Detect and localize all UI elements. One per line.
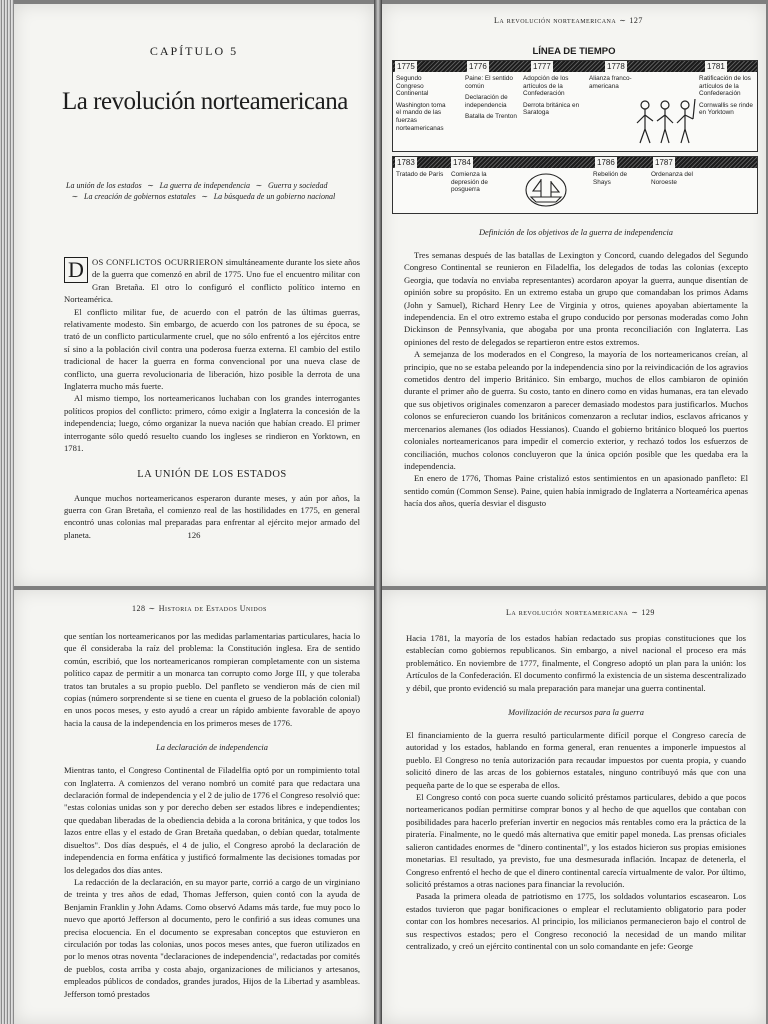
timeline-event: Ratificación de los artículos de la Confederación bbox=[699, 75, 751, 98]
timeline-events-1781 bbox=[699, 75, 755, 117]
timeline-year: 1783 bbox=[397, 158, 415, 167]
timeline-event: Cornwallis se rinde en Yorktown bbox=[699, 101, 753, 117]
timeline-event: Alianza franco-americana bbox=[589, 75, 632, 90]
wave-ornament-icon: ∼ bbox=[619, 16, 627, 25]
paragraph: Pasada la primera oleada de patriotismo en 1775, los soldados voluntarios escasearon. Los estados tuvieron que pagar bonificaciones o emplear el reclutamiento obligatorio para poder contar con los hombres necesarios. Al principio, los milicianos permanecieron bajo el control de sus respectivos estados; pero el Congreso reconoció la necesidad de un mando militar centralizado, y creó un ejército continental con un solo comandante en jefe: George bbox=[406, 891, 746, 951]
paragraph: Tres semanas después de las batallas de Lexington y Concord, cuando delegados del Segundo Congreso Continental se reunieron en Filadelfia, los delegados de todas las colonias (excepto Georgia, que todavía no enviaba representantes) acordaron apoyar la guerra, aunque disentían de opinión sobre su propósito. En un extremo estaba un grupo que comandaban los primos Adams (John y Samuel), Richard Henry Lee de Virginia y otros, quienes apoyaban abiertamente la independencia. En el otro extremo estaba el grupo conducido por personas moderadas como John Dickinson de Pennsylvania, que abogaba por una pronta reconciliación con Inglaterra. Las opiniones del resto de delegados se repartieron entre estos extremos. bbox=[404, 250, 748, 347]
page-126-body bbox=[64, 256, 360, 541]
chapter-subtopics bbox=[66, 180, 366, 202]
page-number: 128 bbox=[132, 604, 146, 613]
timeline-events-1777 bbox=[523, 75, 585, 117]
section-heading: LA UNIÓN DE LOS ESTADOS bbox=[137, 468, 287, 480]
page-129-body bbox=[406, 632, 746, 952]
wave-ornament-icon: ∼ bbox=[148, 604, 156, 613]
paragraph: que sentían los norteamericanos por las medidas parlamentarias particulares, hacia lo que él consideraba la raíz del problema: la Constitución inglesa. Era de sentido común, escribió, que los norteamericanos rompieran completamente con un sistema político capaz de permitir a un monarca tan corrupto como Jorge III, y que toleraba tratos tan brutales a su propio pueblo. Del panfleto se vendieron más de cien mil copias (número sorprendente si se tiene en cuenta el grueso de la población colonial) en unos pocos meses, y esto ayudó a crear un rápido ambiente favorable de apoyo hacia la causa de la independencia en los primeros meses de 1776. bbox=[64, 631, 360, 728]
timeline-events-1778 bbox=[589, 75, 635, 90]
timeline-events-1787 bbox=[651, 171, 701, 186]
timeline-event: Segundo Congreso Continental bbox=[396, 75, 429, 98]
subtopic: La unión de los estados bbox=[66, 181, 142, 190]
section-subheading: Definición de los objetivos de la guerra de independencia bbox=[479, 228, 673, 237]
wave-ornament-icon: ∼ bbox=[631, 608, 639, 617]
subtopic: La creación de gobiernos estatales bbox=[84, 192, 196, 201]
soldiers-illustration bbox=[633, 97, 699, 147]
timeline-title: LÍNEA DE TIEMPO bbox=[532, 46, 616, 57]
paragraph: El Congreso contó con poca suerte cuando solicitó préstamos particulares, debido a que pocos norteamericanos podían permitirse comprar bonos y al hecho de que aquellos que contaban con posibilidades para hacerlo preferían invertir en negocios más rentables como era la práctica de la piratería. Finalmente, no le quedó más alternativa que emitir papel moneda. Las prensas oficiales salieron cantidades enormes de "dinero continental", y los estados hicieron sus propias emisiones monetarias. El resultado, ya previsto, fue una desmesurada inflación. Incapaz de detenerla, el Congreso enfrentó el hecho de que el dinero continental carecía virtualmente de valor. Por último, solicitó préstamos a otras naciones para financiar la revolución. bbox=[406, 792, 746, 889]
section-subheading: Movilización de recursos para la guerra bbox=[508, 708, 644, 718]
timeline-year: 1781 bbox=[707, 62, 725, 71]
timeline-event: Ordenanza del Noroeste bbox=[651, 171, 693, 186]
wave-ornament-icon: ∼ bbox=[71, 192, 79, 201]
timeline-event: Derrota británica en Saratoga bbox=[523, 101, 580, 117]
timeline-event: Adopción de los artículos de la Confederación bbox=[523, 75, 569, 98]
intro-smallcaps: OS CONFLICTOS OCURRIERON bbox=[92, 257, 224, 267]
paragraph: El conflicto militar fue, de acuerdo con el patrón de las últimas guerras, relativamente modesto. Sin embargo, de acuerdo con los patrones de su época, se trató de un conflicto particularmente cruel, que no sólo enfrentó a los ejércitos entre sí sino a la población civil contra una poderosa fuerza externa. El cambio del estilo tradicional de hacer la guerra en forma convencional por una nueva clase de conflicto, una guerra revolucionaria de liberación, hizo posible la derrota de una Inglaterra mucho más fuerte. bbox=[64, 306, 360, 392]
page-128 bbox=[14, 590, 374, 1024]
page-number: 127 bbox=[629, 16, 643, 25]
chapter-title: La revolución norteamericana bbox=[62, 88, 348, 115]
paragraph: A semejanza de los moderados en el Congreso, la mayoría de los norteamericanos creían, al principio, que no se estaba peleando por la independencia sino por la reivindicación de los agravios cometidos dentro del imperio Británico. Sin embargo, muchos de ellos cambiaron de opinión durante el primer año de guerra. Su costo, tanto en dinero como en vidas humanas, era tan elevado que sus objetivos originales comenzaron a parecer demasiado modestos para justificarlos. Muchos colonos se enfurecieron cuando los británicos comenzaron a reclutar indios, esclavos africanos y mercenarios alemanes (los odiados Hessianos). Cuando el gobierno británico bloqueó los puertos coloniales norteamericanos para impedir el comercio exterior, y rechazó todos los esfuerzos de conciliación, muchos colonos concluyeron que la única opción posible que les quedaba era la independencia. bbox=[404, 349, 748, 471]
timeline-event: Declaración de independencia bbox=[465, 94, 508, 109]
timeline-events-1786 bbox=[593, 171, 645, 186]
timeline-year: 1775 bbox=[397, 62, 415, 71]
timeline-event: Batalla de Trenton bbox=[465, 113, 517, 121]
running-head-text: Historia de Estados Unidos bbox=[158, 604, 267, 613]
page-127 bbox=[382, 4, 766, 586]
paragraph: El financiamiento de la guerra resultó particularmente difícil porque el Congreso carecía de autoridad y los estados, hablando en forma general, eran renuentes a imponerle impuestos al pueblo. El Congreso no tenía autorización para recaudar impuestos por cuenta propia, y cuando solicitó dinero de las arcas de los gobiernos estatales, ninguno contribuyó más que con una pequeña parte de lo que se esperaba de ellos. bbox=[406, 730, 746, 790]
wave-ornament-icon: ∼ bbox=[255, 181, 263, 190]
running-head bbox=[506, 608, 655, 617]
timeline-events-1776 bbox=[465, 75, 519, 121]
intro-text: simultáneamente durante los siete años de la guerra que comenzó en abril de 1775. Uno fue el encuentro militar con Gran Bretaña. El otro lo configuró el conflicto político interno en Norteamérica. bbox=[64, 257, 360, 305]
section-subheading: La declaración de independencia bbox=[156, 743, 268, 753]
timeline-event: Tratado de París bbox=[396, 171, 444, 178]
subtopic: La guerra de independencia bbox=[159, 181, 250, 190]
timeline-year: 1776 bbox=[469, 62, 487, 71]
subtopic: Guerra y sociedad bbox=[268, 181, 328, 190]
timeline-year: 1784 bbox=[453, 158, 471, 167]
timeline-events-1784 bbox=[451, 171, 501, 194]
paragraph: Al mismo tiempo, los norteamericanos luchaban con los grandes interrogantes políticos propios del conflicto: primero, cómo exigir a Inglaterra la concesión de la independencia; luego, cómo organizar la nueva nación que habían creado. El primer interrogante sólo quedó resuelto cuando los ingleses se rindieron en Yorktown, en 1781. bbox=[64, 393, 360, 454]
running-head-text: La revolución norteamericana bbox=[506, 608, 629, 617]
timeline-events-1783 bbox=[396, 171, 444, 179]
wave-ornament-icon: ∼ bbox=[201, 192, 209, 201]
timeline-year: 1786 bbox=[597, 158, 615, 167]
timeline-event: Rebelión de Shays bbox=[593, 171, 628, 186]
page-128-body bbox=[64, 630, 360, 1000]
timeline-event: Comienza la depresión de posguerra bbox=[451, 171, 488, 194]
book-spine bbox=[374, 0, 382, 1024]
page-number: 129 bbox=[641, 608, 655, 617]
paragraph: Hacia 1781, la mayoría de los estados habían redactado sus propias constituciones que los establecían como gobiernos republicanos. Sin embargo, a nivel nacional el proceso era más problemático. En noviembre de 1777, finalmente, el Congreso adoptó un plan para la unión: los Artículos de la Confederación. El documento confirmó la existencia de un sistema descentralizado y débil, que pronto evidenció su mala preparación para manejar una guerra continental. bbox=[406, 633, 746, 693]
running-head-text: La revolución norteamericana bbox=[494, 16, 617, 25]
paragraph: Aunque muchos norteamericanos esperaron durante meses, y aún por años, la guerra con Gran Bretaña, el comienzo real de las hostilidades en 1775, en general encontró unas colonias mal preparadas para enfrentar al ejército mejor armado del planeta. bbox=[64, 492, 360, 540]
timeline-bar bbox=[393, 61, 757, 72]
book-binding-edge bbox=[0, 0, 14, 1024]
timeline-events-1775 bbox=[396, 75, 448, 132]
chapter-label: CAPÍTULO 5 bbox=[149, 44, 239, 58]
timeline-year: 1777 bbox=[533, 62, 551, 71]
running-head bbox=[132, 604, 267, 613]
timeline-row-1 bbox=[392, 60, 758, 152]
timeline-event: Paine: El sentido común bbox=[465, 75, 513, 90]
timeline-year: 1787 bbox=[655, 158, 673, 167]
intro-paragraph bbox=[64, 256, 360, 306]
page-126 bbox=[14, 4, 374, 586]
timeline-year: 1778 bbox=[607, 62, 625, 71]
wave-ornament-icon: ∼ bbox=[147, 181, 154, 190]
timeline-bar bbox=[393, 157, 757, 168]
drop-cap: D bbox=[64, 257, 88, 283]
timeline-row-2 bbox=[392, 156, 758, 214]
subtopic: La búsqueda de un gobierno nacional bbox=[213, 192, 336, 201]
paragraph: Mientras tanto, el Congreso Continental de Filadelfia optó por un rompimiento total con Inglaterra. A comienzos del verano nombró un comité para que redactara una declaración formal de independencia y el 2 de julio de 1776 el Congreso resolvió que: "estas colonias unidas son y por derecho deben ser estados libres e independientes; que quedaban liberadas de la obediencia debida a la corona británica, y que todos los lazos entre ellas y el estado de Gran Bretaña quedaban, o debían quedar, totalmente disueltos". Dos días después, el 4 de julio, el Congreso aprobó la declaración de independencia en forma enfática y justificó formalmente las decisiones tomadas por los delegados dos días antes. bbox=[64, 765, 360, 875]
ship-illustration bbox=[511, 171, 581, 209]
paragraph: La redacción de la declaración, en su mayor parte, corrió a cargo de un virginiano de treinta y tres años de edad, Thomas Jefferson, quien contó con la ayuda de Benjamin Franklin y John Adams. Como observó Adams más tarde, fue muy poco lo nuevo que aportó Jefferson al documento, pero le confirió a sus ideas comunes una precisa elocuencia. En el documento se expresaban conceptos que estuvieron en circulación por todas las colonias, unos pocos meses antes, que fueron utilizados en por lo menos otras noventa "declaraciones de independencia", redactadas por comités de pueblos, costa arriba y costa abajo, organizaciones de milicianos y artesanos, empleados públicos de condados, grandes jurados, Hijos de la Libertad y asambleas. Jefferson tomó prestados bbox=[64, 876, 360, 999]
page-number: 126 bbox=[187, 530, 201, 540]
timeline-event: Washington toma el mando de las fuerzas norteamericanas bbox=[396, 101, 446, 132]
running-head bbox=[494, 16, 643, 25]
page-129 bbox=[382, 590, 766, 1024]
page-127-body bbox=[404, 228, 748, 510]
paragraph: En enero de 1776, Thomas Paine cristalizó estos sentimientos en un apasionado panfleto: El sentido común (Common Sense). Paine, quien había inmigrado de Inglaterra a Norteamérica apenas hacía dos años, quería desviar el disgusto bbox=[404, 473, 748, 509]
